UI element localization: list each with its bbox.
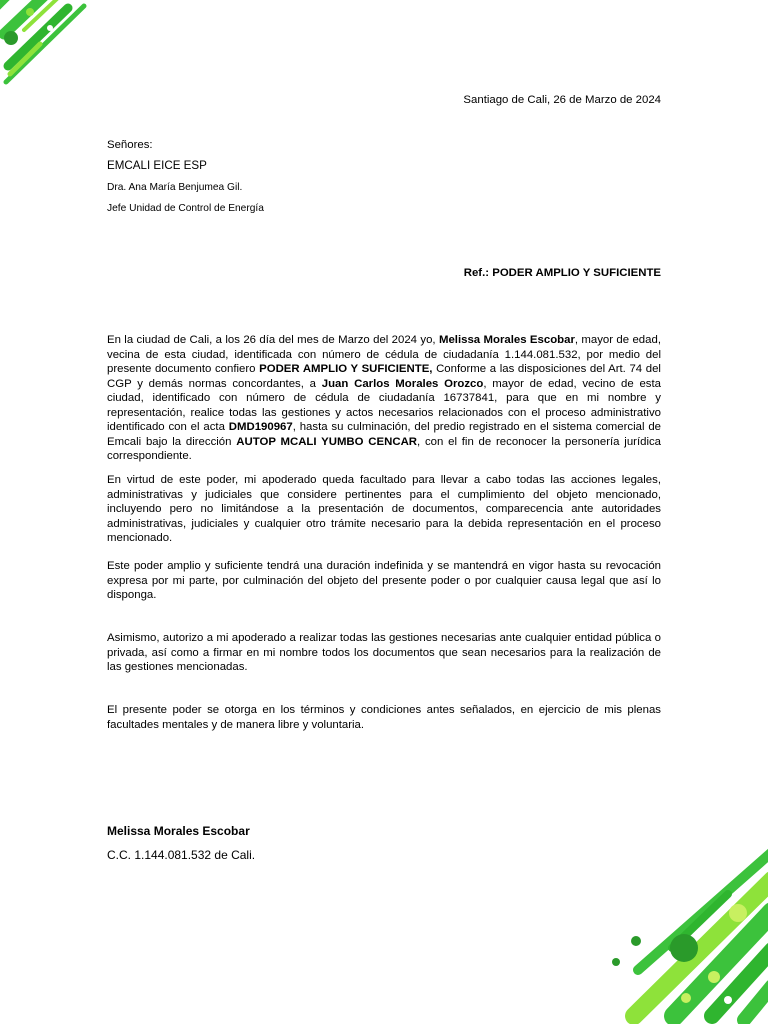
green-streaks-bottom-decoration: [588, 840, 768, 1024]
paragraph-text: , mayor de edad, vecina de esta ciudad, identificada con número de cédula de ciudadanía 1.144.081.532, por medio del presente documento confiero: [107, 334, 661, 375]
paragraph-4: Asimismo, autorizo a mi apoderado a realizar todas las gestiones necesarias ante cualquier entidad pública o privada, así como a firmar en mi nombre todos los documentos que sean necesarios para la realización de las gestiones mencionadas.: [107, 632, 661, 673]
dot: [47, 25, 53, 31]
recipient-organization: EMCALI EICE ESP: [107, 159, 207, 172]
paragraph-2: En virtud de este poder, mi apoderado queda facultado para llevar a cabo todas las acciones legales, administrativas y judiciales que considere pertinentes para el cumplimiento del objeto mencionado, incluyendo pero no limitándose a la presentación de documentos, comparecencia ante autoridades administrativas, judiciales y cualquier otro trámite necesario para la debida representación en el proceso mencionado.: [107, 474, 661, 544]
paragraph-text: , mayor de edad, vecino de esta ciudad, identificado con número de cédula de ciudadanía 16737841, para que en mi nombre y representación, realice todas las gestiones y actos necesarios relacionados con el proceso administrativo identificado con el acta: [107, 377, 661, 433]
dot: [26, 8, 34, 16]
paragraph-3: Este poder amplio y suficiente tendrá una duración indefinida y se mantendrá en vigor hasta su revocación expresa por mi parte, por culminación del objeto del presente poder o por cualquier causa legal que así lo disponga.: [107, 560, 661, 601]
dot: [612, 958, 620, 966]
dot: [724, 996, 732, 1004]
dot: [670, 934, 698, 962]
paragraph-5: El presente poder se otorga en los términos y condiciones antes señalados, en ejercicio de mis plenas facultades mentales y de manera libre y voluntaria.: [107, 704, 661, 731]
signature-name: Melissa Morales Escobar: [107, 824, 250, 838]
attorney-name: Juan Carlos Morales Orozco: [321, 377, 484, 390]
signature-id: C.C. 1.144.081.532 de Cali.: [107, 848, 256, 862]
recipient-person: Dra. Ana María Benjumea Gil.: [107, 182, 243, 193]
streak: [744, 986, 768, 1020]
dot: [681, 993, 691, 1003]
dot: [729, 904, 747, 922]
document-date: Santiago de Cali, 26 de Marzo de 2024: [463, 94, 661, 106]
recipient-role: Jefe Unidad de Control de Energía: [107, 203, 264, 214]
dot: [4, 31, 18, 45]
dot: [631, 936, 641, 946]
green-streaks-top-decoration: [0, 0, 100, 95]
salutation: Señores:: [107, 139, 153, 151]
power-type: PODER AMPLIO Y SUFICIENTE,: [259, 363, 433, 375]
streak: [0, 0, 8, 8]
reference-line: Ref.: PODER AMPLIO Y SUFICIENTE: [463, 267, 661, 279]
grantor-name: Melissa Morales Escobar: [438, 334, 575, 346]
acta-number: DMD190967: [228, 421, 293, 433]
property-address: AUTOP MCALI YUMBO CENCAR: [236, 435, 418, 448]
dot: [708, 971, 720, 983]
paragraph-text: Conforme a las disposiciones del Art. 74 del CGP y demás normas concordantes, a: [107, 363, 661, 390]
paragraph-text: En la ciudad de Cali, a los 26 día del mes de Marzo del 2024 yo,: [107, 334, 439, 346]
paragraph-text: , con el fin de reconocer la personería jurídica correspondiente.: [107, 435, 662, 462]
paragraph-1: [107, 333, 661, 464]
paragraph-text: , hasta su culminación, del predio registrado en el sistema comercial de Emcali bajo la dirección: [107, 421, 662, 448]
